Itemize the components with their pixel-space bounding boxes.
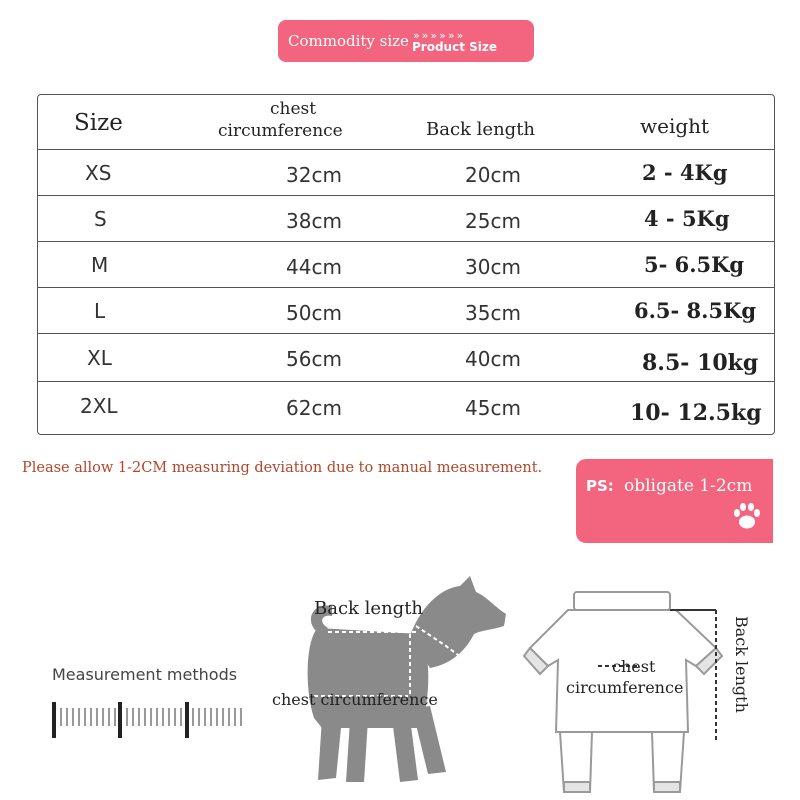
dog-back-length-label: Back length (314, 598, 424, 619)
ps-label: PS: (586, 477, 614, 495)
back-cell: 45cm (465, 396, 521, 420)
chest-cell: 32cm (286, 163, 342, 187)
header-weight: weight (640, 114, 710, 138)
table-row (38, 287, 774, 333)
garment-chest-line2: circumference (566, 678, 684, 697)
weight-cell: 5- 6.5Kg (644, 252, 745, 277)
size-cell: 2XL (80, 394, 118, 418)
garment-chest-line1: chest (612, 657, 656, 676)
table-row (38, 195, 774, 241)
weight-cell: 6.5- 8.5Kg (634, 298, 757, 323)
product-size-banner (278, 20, 534, 62)
dog-chest-label: chest circumference (272, 690, 438, 709)
size-table (37, 94, 775, 435)
measurement-methods-label: Measurement methods (52, 665, 238, 684)
ps-box (576, 459, 773, 543)
back-cell: 35cm (465, 301, 521, 325)
size-cell: M (91, 253, 109, 277)
chest-cell: 38cm (286, 209, 342, 233)
header-chest-line2: circumference (218, 121, 343, 141)
header-size: Size (74, 110, 123, 136)
back-cell: 20cm (465, 163, 521, 187)
size-cell: XS (85, 161, 112, 185)
table-row (38, 241, 774, 287)
weight-cell: 10- 12.5kg (630, 400, 762, 426)
weight-cell: 8.5- 10kg (642, 350, 759, 376)
back-cell: 25cm (465, 209, 521, 233)
size-cell: XL (87, 346, 112, 370)
banner-title: Commodity size (288, 32, 409, 50)
weight-cell: 2 - 4Kg (642, 160, 728, 185)
banner-subtitle: Product Size (412, 40, 497, 54)
size-cell: S (94, 207, 107, 231)
chevrons-icon: »»»»»» (412, 28, 466, 42)
size-cell: L (94, 299, 106, 323)
header-back-length: Back length (426, 119, 536, 140)
weight-cell: 4 - 5Kg (644, 206, 730, 231)
chest-cell: 50cm (286, 301, 342, 325)
table-row (38, 333, 774, 381)
chest-cell: 44cm (286, 255, 342, 279)
ps-text: obligate 1-2cm (624, 476, 753, 496)
back-cell: 30cm (465, 255, 521, 279)
chest-cell: 56cm (286, 347, 342, 371)
table-row (38, 381, 774, 435)
chest-cell: 62cm (286, 396, 342, 420)
garment-back-length-label: Back length (732, 616, 751, 713)
header-chest-line1: chest (270, 99, 317, 119)
ruler-icon (50, 700, 250, 740)
measurement-note: Please allow 1-2CM measuring deviation due to manual measurement. (22, 460, 543, 476)
paw-icon (730, 499, 764, 533)
table-row (38, 149, 774, 195)
table-header-row (38, 95, 774, 149)
back-cell: 40cm (465, 347, 521, 371)
